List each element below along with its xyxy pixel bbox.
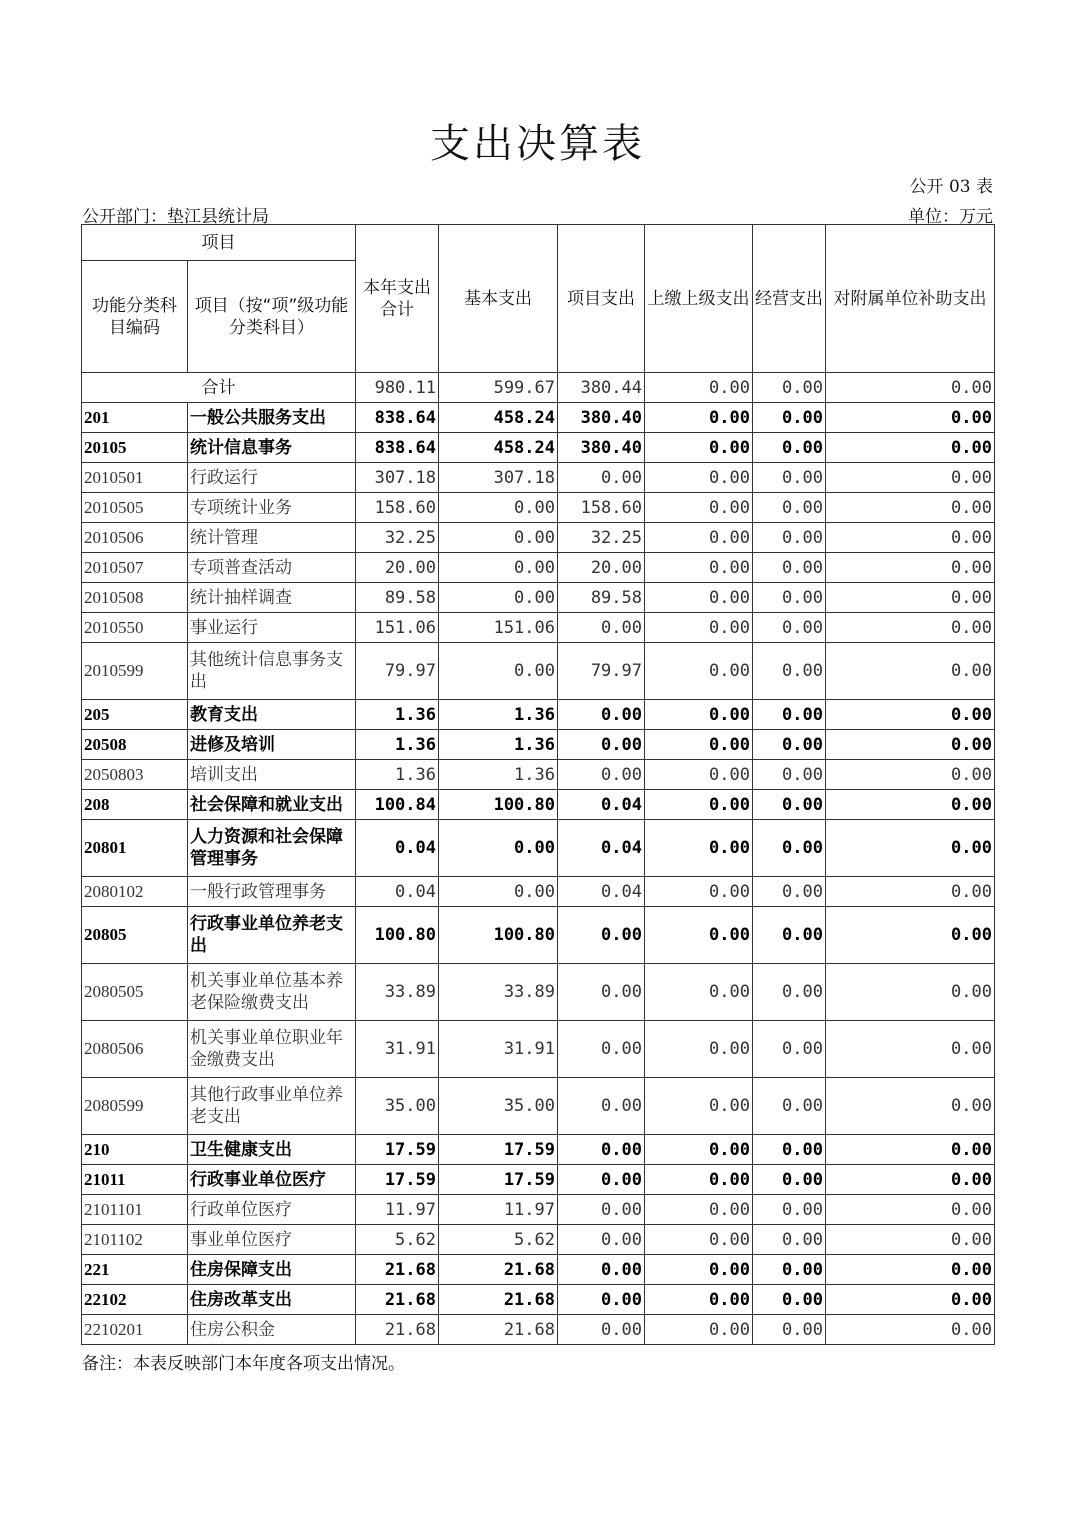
table-row [82, 1255, 995, 1285]
row-total: 21.68 [356, 1255, 439, 1285]
row-business: 0.00 [753, 1285, 826, 1315]
row-total: 33.89 [356, 964, 439, 1021]
row-code: 20805 [82, 907, 188, 964]
table-row [82, 760, 995, 790]
header-business: 经营支出 [753, 225, 826, 373]
row-name: 教育支出 [188, 700, 356, 730]
row-code: 2050803 [82, 760, 188, 790]
row-name: 行政事业单位养老支出 [188, 907, 356, 964]
row-code: 2080102 [82, 877, 188, 907]
table-row [82, 433, 995, 463]
row-code: 221 [82, 1255, 188, 1285]
row-basic: 0.00 [439, 820, 558, 877]
row-project: 32.25 [558, 523, 645, 553]
row-basic: 0.00 [439, 877, 558, 907]
row-name: 住房保障支出 [188, 1255, 356, 1285]
row-project: 158.60 [558, 493, 645, 523]
row-basic: 307.18 [439, 463, 558, 493]
row-name: 社会保障和就业支出 [188, 790, 356, 820]
row-basic: 100.80 [439, 790, 558, 820]
row-business: 0.00 [753, 403, 826, 433]
row-subsidy: 0.00 [826, 523, 995, 553]
row-basic: 1.36 [439, 760, 558, 790]
sum-label: 合计 [82, 373, 356, 403]
table-row [82, 1195, 995, 1225]
table-row [82, 553, 995, 583]
row-code: 2010501 [82, 463, 188, 493]
table-row [82, 643, 995, 700]
header-upper: 上缴上级支出 [645, 225, 753, 373]
row-code: 20801 [82, 820, 188, 877]
sum-row [82, 373, 995, 403]
row-name: 住房公积金 [188, 1315, 356, 1345]
row-code: 2080506 [82, 1021, 188, 1078]
row-upper: 0.00 [645, 643, 753, 700]
row-business: 0.00 [753, 730, 826, 760]
row-business: 0.00 [753, 877, 826, 907]
row-subsidy: 0.00 [826, 1021, 995, 1078]
row-subsidy: 0.00 [826, 1285, 995, 1315]
row-code: 20105 [82, 433, 188, 463]
table-row [82, 877, 995, 907]
row-business: 0.00 [753, 907, 826, 964]
row-project: 380.40 [558, 433, 645, 463]
table-row [82, 583, 995, 613]
row-basic: 151.06 [439, 613, 558, 643]
row-name: 行政事业单位医疗 [188, 1165, 356, 1195]
header-code: 功能分类科目编码 [82, 261, 188, 373]
row-total: 100.80 [356, 907, 439, 964]
row-total: 838.64 [356, 403, 439, 433]
row-name: 统计管理 [188, 523, 356, 553]
row-business: 0.00 [753, 643, 826, 700]
row-total: 1.36 [356, 700, 439, 730]
row-upper: 0.00 [645, 1315, 753, 1345]
row-name: 其他行政事业单位养老支出 [188, 1078, 356, 1135]
row-name: 住房改革支出 [188, 1285, 356, 1315]
row-total: 21.68 [356, 1315, 439, 1345]
row-name: 其他统计信息事务支出 [188, 643, 356, 700]
row-project: 380.40 [558, 403, 645, 433]
row-business: 0.00 [753, 613, 826, 643]
header-total: 本年支出合计 [356, 225, 439, 373]
row-total: 0.04 [356, 877, 439, 907]
row-code: 201 [82, 403, 188, 433]
row-project: 0.00 [558, 1135, 645, 1165]
row-subsidy: 0.00 [826, 613, 995, 643]
row-basic: 11.97 [439, 1195, 558, 1225]
row-project: 0.00 [558, 1255, 645, 1285]
row-upper: 0.00 [645, 760, 753, 790]
row-basic: 21.68 [439, 1255, 558, 1285]
row-name: 人力资源和社会保障管理事务 [188, 820, 356, 877]
row-upper: 0.00 [645, 1135, 753, 1165]
row-name: 一般公共服务支出 [188, 403, 356, 433]
row-project: 0.00 [558, 760, 645, 790]
page-title: 支出决算表 [430, 121, 645, 167]
row-subsidy: 0.00 [826, 877, 995, 907]
row-project: 0.00 [558, 613, 645, 643]
table-row [82, 790, 995, 820]
row-business: 0.00 [753, 820, 826, 877]
row-subsidy: 0.00 [826, 403, 995, 433]
row-project: 0.04 [558, 820, 645, 877]
row-total: 158.60 [356, 493, 439, 523]
row-name: 行政单位医疗 [188, 1195, 356, 1225]
table-row [82, 493, 995, 523]
row-subsidy: 0.00 [826, 433, 995, 463]
row-total: 31.91 [356, 1021, 439, 1078]
row-business: 0.00 [753, 1078, 826, 1135]
table-row [82, 964, 995, 1021]
row-total: 5.62 [356, 1225, 439, 1255]
row-basic: 1.36 [439, 730, 558, 760]
row-subsidy: 0.00 [826, 1078, 995, 1135]
row-upper: 0.00 [645, 877, 753, 907]
row-subsidy: 0.00 [826, 790, 995, 820]
row-project: 0.00 [558, 1165, 645, 1195]
row-code: 2101101 [82, 1195, 188, 1225]
row-upper: 0.00 [645, 463, 753, 493]
row-upper: 0.00 [645, 1021, 753, 1078]
row-business: 0.00 [753, 1255, 826, 1285]
row-upper: 0.00 [645, 1285, 753, 1315]
row-business: 0.00 [753, 1165, 826, 1195]
table-row [82, 700, 995, 730]
row-project: 20.00 [558, 553, 645, 583]
table-row [82, 613, 995, 643]
row-basic: 21.68 [439, 1315, 558, 1345]
row-name: 统计信息事务 [188, 433, 356, 463]
row-name: 一般行政管理事务 [188, 877, 356, 907]
row-basic: 17.59 [439, 1135, 558, 1165]
row-subsidy: 0.00 [826, 1135, 995, 1165]
row-code: 210 [82, 1135, 188, 1165]
form-number: 公开 03 表 [909, 177, 993, 197]
row-code: 2080505 [82, 964, 188, 1021]
row-subsidy: 0.00 [826, 820, 995, 877]
row-basic: 31.91 [439, 1021, 558, 1078]
sum-upper: 0.00 [645, 373, 753, 403]
row-project: 79.97 [558, 643, 645, 700]
row-total: 838.64 [356, 433, 439, 463]
row-subsidy: 0.00 [826, 583, 995, 613]
row-total: 17.59 [356, 1135, 439, 1165]
table-row [82, 1315, 995, 1345]
row-basic: 35.00 [439, 1078, 558, 1135]
row-business: 0.00 [753, 1315, 826, 1345]
sum-total: 980.11 [356, 373, 439, 403]
unit-label: 单位：万元 [908, 207, 993, 227]
row-upper: 0.00 [645, 1255, 753, 1285]
row-subsidy: 0.00 [826, 907, 995, 964]
row-subsidy: 0.00 [826, 493, 995, 523]
row-subsidy: 0.00 [826, 463, 995, 493]
table-row [82, 1021, 995, 1078]
row-upper: 0.00 [645, 493, 753, 523]
row-name: 机关事业单位职业年金缴费支出 [188, 1021, 356, 1078]
table-row [82, 1078, 995, 1135]
row-business: 0.00 [753, 1135, 826, 1165]
sum-business: 0.00 [753, 373, 826, 403]
row-total: 1.36 [356, 760, 439, 790]
row-code: 205 [82, 700, 188, 730]
row-upper: 0.00 [645, 553, 753, 583]
row-total: 1.36 [356, 730, 439, 760]
header-name: 项目（按“项”级功能分类科目） [188, 261, 356, 373]
header-subsidy: 对附属单位补助支出 [826, 225, 995, 373]
row-business: 0.00 [753, 463, 826, 493]
row-project: 0.00 [558, 1078, 645, 1135]
row-code: 2010507 [82, 553, 188, 583]
table-row [82, 403, 995, 433]
row-subsidy: 0.00 [826, 730, 995, 760]
row-code: 2101102 [82, 1225, 188, 1255]
row-business: 0.00 [753, 553, 826, 583]
row-upper: 0.00 [645, 523, 753, 553]
row-upper: 0.00 [645, 613, 753, 643]
row-name: 事业单位医疗 [188, 1225, 356, 1255]
row-project: 0.00 [558, 463, 645, 493]
row-total: 79.97 [356, 643, 439, 700]
row-total: 307.18 [356, 463, 439, 493]
row-code: 2010599 [82, 643, 188, 700]
table-row [82, 1285, 995, 1315]
row-total: 89.58 [356, 583, 439, 613]
sum-basic: 599.67 [439, 373, 558, 403]
header-item: 项目 [82, 225, 356, 261]
row-business: 0.00 [753, 760, 826, 790]
table-row [82, 523, 995, 553]
row-code: 2010508 [82, 583, 188, 613]
row-project: 0.00 [558, 1021, 645, 1078]
row-subsidy: 0.00 [826, 1195, 995, 1225]
header-project: 项目支出 [558, 225, 645, 373]
row-upper: 0.00 [645, 820, 753, 877]
row-upper: 0.00 [645, 700, 753, 730]
row-upper: 0.00 [645, 433, 753, 463]
row-code: 22102 [82, 1285, 188, 1315]
row-project: 0.00 [558, 1225, 645, 1255]
table-row [82, 730, 995, 760]
row-basic: 458.24 [439, 433, 558, 463]
row-total: 20.00 [356, 553, 439, 583]
row-total: 151.06 [356, 613, 439, 643]
row-project: 0.00 [558, 907, 645, 964]
header-basic: 基本支出 [439, 225, 558, 373]
row-total: 11.97 [356, 1195, 439, 1225]
row-total: 17.59 [356, 1165, 439, 1195]
row-name: 事业运行 [188, 613, 356, 643]
row-upper: 0.00 [645, 1078, 753, 1135]
row-code: 21011 [82, 1165, 188, 1195]
row-subsidy: 0.00 [826, 643, 995, 700]
row-business: 0.00 [753, 433, 826, 463]
row-project: 0.00 [558, 1285, 645, 1315]
row-business: 0.00 [753, 1021, 826, 1078]
row-name: 行政运行 [188, 463, 356, 493]
row-project: 0.04 [558, 790, 645, 820]
row-total: 32.25 [356, 523, 439, 553]
department-label: 公开部门：垫江县统计局 [82, 207, 269, 227]
row-basic: 100.80 [439, 907, 558, 964]
row-basic: 0.00 [439, 553, 558, 583]
row-basic: 1.36 [439, 700, 558, 730]
row-name: 进修及培训 [188, 730, 356, 760]
row-business: 0.00 [753, 964, 826, 1021]
row-code: 20508 [82, 730, 188, 760]
row-project: 89.58 [558, 583, 645, 613]
table-row [82, 820, 995, 877]
row-name: 卫生健康支出 [188, 1135, 356, 1165]
row-upper: 0.00 [645, 583, 753, 613]
row-upper: 0.00 [645, 907, 753, 964]
row-upper: 0.00 [645, 1225, 753, 1255]
row-subsidy: 0.00 [826, 700, 995, 730]
row-upper: 0.00 [645, 403, 753, 433]
row-basic: 0.00 [439, 643, 558, 700]
row-code: 2010505 [82, 493, 188, 523]
expenditure-table [81, 224, 995, 1345]
row-code: 208 [82, 790, 188, 820]
row-project: 0.00 [558, 1315, 645, 1345]
row-business: 0.00 [753, 493, 826, 523]
row-name: 机关事业单位基本养老保险缴费支出 [188, 964, 356, 1021]
row-total: 21.68 [356, 1285, 439, 1315]
table-row [82, 1165, 995, 1195]
row-subsidy: 0.00 [826, 1315, 995, 1345]
row-name: 培训支出 [188, 760, 356, 790]
row-business: 0.00 [753, 583, 826, 613]
row-code: 2080599 [82, 1078, 188, 1135]
row-name: 统计抽样调查 [188, 583, 356, 613]
row-basic: 33.89 [439, 964, 558, 1021]
row-project: 0.04 [558, 877, 645, 907]
row-subsidy: 0.00 [826, 1165, 995, 1195]
row-subsidy: 0.00 [826, 760, 995, 790]
row-project: 0.00 [558, 1195, 645, 1225]
row-subsidy: 0.00 [826, 1255, 995, 1285]
table-row [82, 463, 995, 493]
row-subsidy: 0.00 [826, 964, 995, 1021]
row-total: 100.84 [356, 790, 439, 820]
row-project: 0.00 [558, 730, 645, 760]
table-row [82, 907, 995, 964]
row-business: 0.00 [753, 1225, 826, 1255]
sum-project: 380.44 [558, 373, 645, 403]
row-business: 0.00 [753, 700, 826, 730]
row-subsidy: 0.00 [826, 1225, 995, 1255]
row-basic: 458.24 [439, 403, 558, 433]
row-upper: 0.00 [645, 964, 753, 1021]
row-project: 0.00 [558, 700, 645, 730]
row-upper: 0.00 [645, 790, 753, 820]
row-project: 0.00 [558, 964, 645, 1021]
row-name: 专项普查活动 [188, 553, 356, 583]
row-basic: 5.62 [439, 1225, 558, 1255]
row-business: 0.00 [753, 1195, 826, 1225]
row-total: 35.00 [356, 1078, 439, 1135]
table-row [82, 1225, 995, 1255]
row-total: 0.04 [356, 820, 439, 877]
row-name: 专项统计业务 [188, 493, 356, 523]
row-code: 2010506 [82, 523, 188, 553]
row-business: 0.00 [753, 523, 826, 553]
footnote: 备注：本表反映部门本年度各项支出情况。 [82, 1354, 405, 1374]
row-basic: 17.59 [439, 1165, 558, 1195]
table-row [82, 1135, 995, 1165]
row-code: 2010550 [82, 613, 188, 643]
row-basic: 0.00 [439, 523, 558, 553]
row-basic: 21.68 [439, 1285, 558, 1315]
row-basic: 0.00 [439, 493, 558, 523]
row-code: 2210201 [82, 1315, 188, 1345]
row-business: 0.00 [753, 790, 826, 820]
row-subsidy: 0.00 [826, 553, 995, 583]
row-basic: 0.00 [439, 583, 558, 613]
row-upper: 0.00 [645, 1165, 753, 1195]
row-upper: 0.00 [645, 1195, 753, 1225]
row-upper: 0.00 [645, 730, 753, 760]
sum-subsidy: 0.00 [826, 373, 995, 403]
